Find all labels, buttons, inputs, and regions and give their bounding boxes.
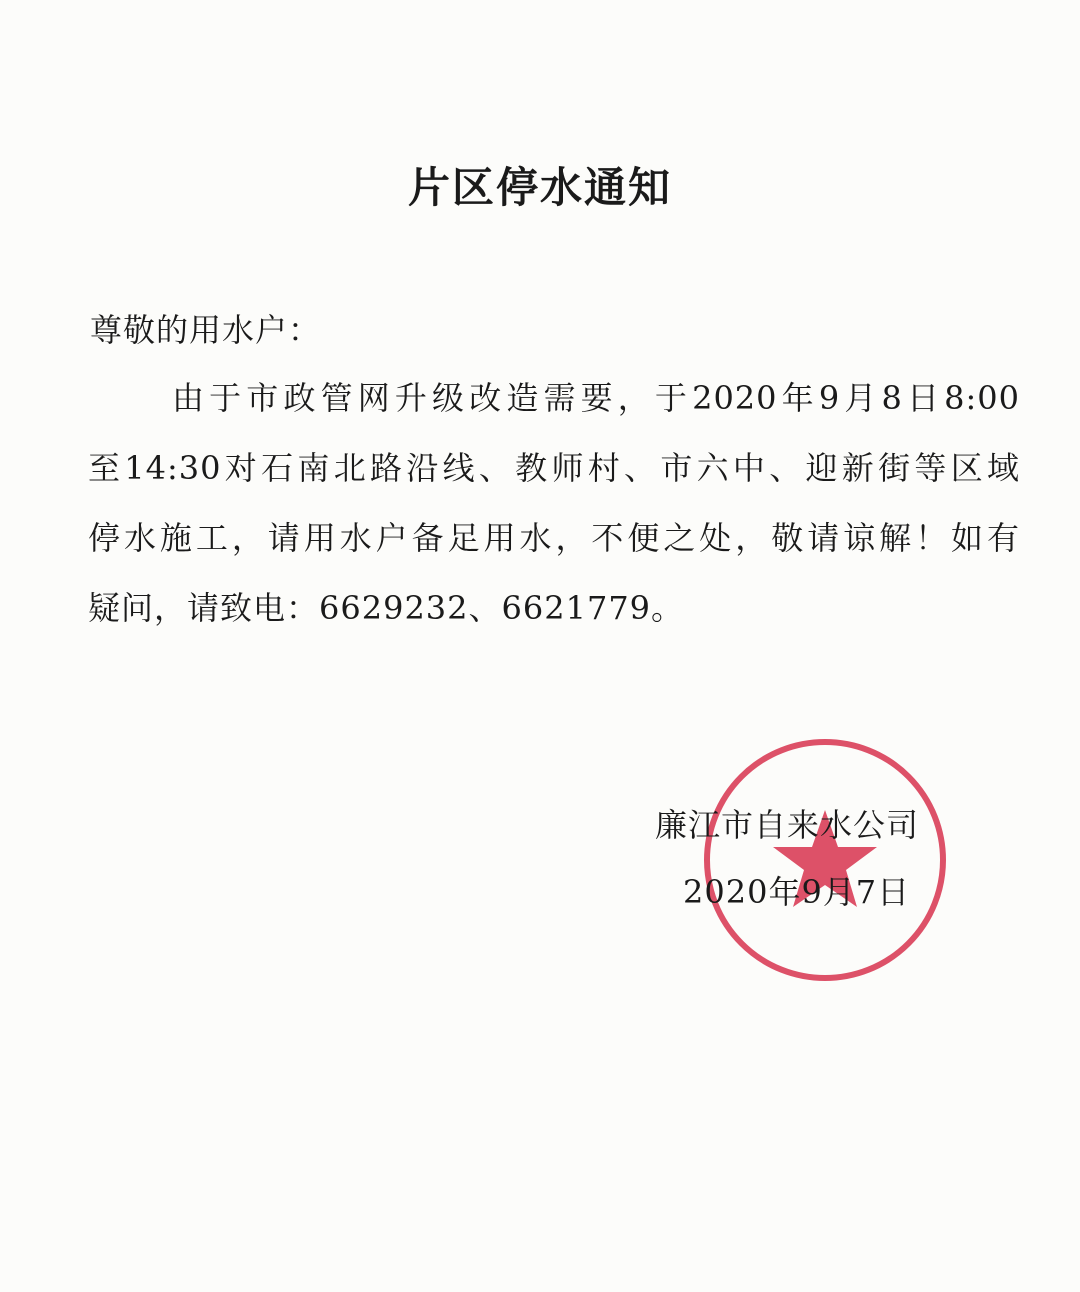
company-seal [700,735,950,985]
signature-company: 廉江市自来水公司 [655,806,920,844]
body-line: 疑问，请致电：6629232、6621779。 [88,589,685,627]
body-line: 由于市政管网升级改造需要，于2020年9月8日8:00 [172,379,1020,417]
notice-title: 片区停水通知 [407,163,672,212]
body-line: 至14:30对石南北路沿线、教师村、市六中、迎新街等区域 [88,449,1020,487]
salutation: 尊敬的用水户： [90,311,322,349]
body-line: 停水施工，请用水户备足用水，不便之处，敬请谅解！如有 [88,519,1020,557]
signature-date: 2020年9月7日 [683,873,911,911]
